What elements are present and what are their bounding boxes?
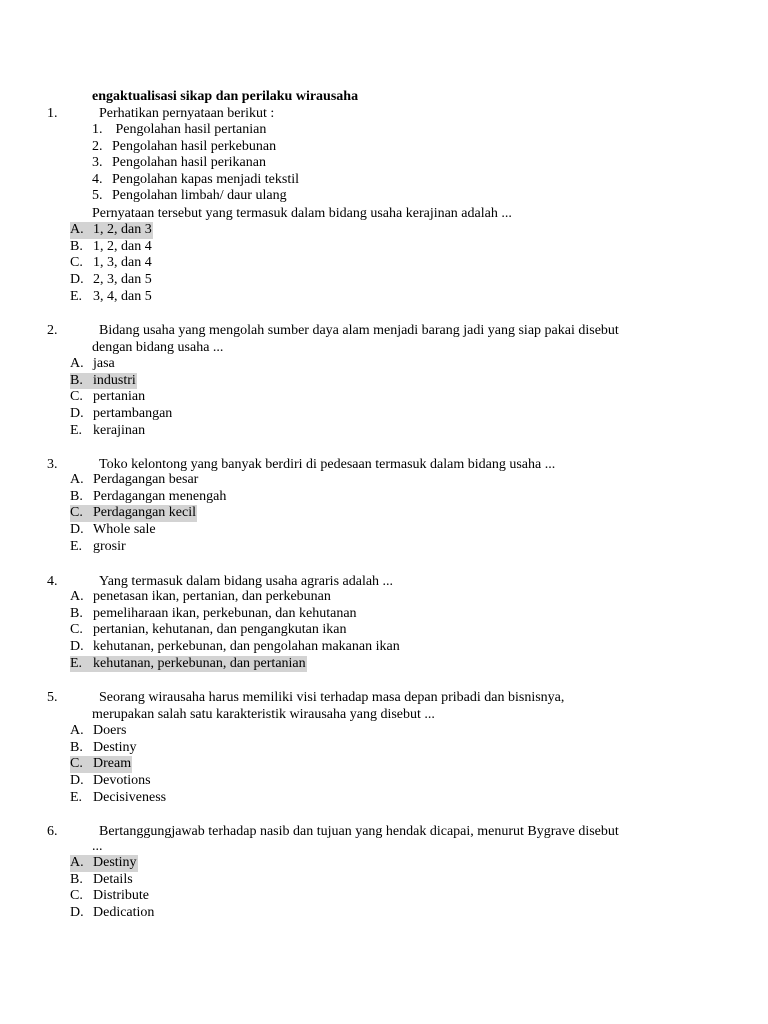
statement-item: [92, 122, 299, 139]
option-letter: D.: [70, 522, 84, 538]
question-text: [92, 105, 692, 122]
option-text: grosir: [93, 538, 126, 554]
statement-number: 2.: [92, 138, 103, 154]
option-list: [70, 222, 153, 305]
option-letter: C.: [70, 888, 83, 904]
option-letter: B.: [70, 605, 83, 621]
option-b[interactable]: [70, 239, 153, 256]
option-letter: A.: [70, 723, 84, 738]
statement-number: 4.: [92, 171, 103, 187]
question-number: 3.: [47, 457, 58, 472]
option-letter: E.: [70, 538, 83, 554]
option-c[interactable]: [70, 389, 173, 406]
option-e[interactable]: [70, 790, 167, 807]
option-text: kehutanan, perkebunan, dan pertanian: [93, 655, 306, 671]
option-text: Perdagangan menengah: [93, 488, 227, 504]
question-prompt: Pernyataan tersebut yang termasuk dalam bidang usaha kerajinan adalah ...: [92, 206, 512, 221]
option-letter: A.: [70, 356, 84, 371]
option-c[interactable]: [70, 888, 155, 905]
option-text: Whole sale: [93, 522, 156, 538]
option-letter: D.: [70, 272, 84, 288]
option-d[interactable]: [70, 406, 173, 423]
option-a[interactable]: [70, 723, 167, 740]
question-line: merupakan salah satu karakteristik wirausaha yang disebut ...: [92, 707, 435, 722]
option-a[interactable]: [70, 356, 173, 373]
statement-text: Pengolahan hasil pertanian: [112, 122, 267, 137]
question-line: dengan bidang usaha ...: [92, 340, 224, 355]
question-line: ...: [92, 839, 103, 854]
statement-text: Pengolahan hasil perikanan: [112, 155, 266, 171]
question-line: Toko kelontong yang banyak berdiri di pedesaan termasuk dalam bidang usaha ...: [99, 457, 556, 472]
option-text: Distribute: [93, 888, 149, 904]
option-text: Perdagangan kecil: [93, 505, 197, 521]
option-d[interactable]: [70, 773, 167, 790]
option-letter: A.: [70, 472, 84, 487]
option-letter: E.: [70, 422, 83, 438]
option-text: Decisiveness: [93, 789, 167, 805]
option-text: Perdagangan besar: [93, 472, 199, 487]
option-b[interactable]: [70, 373, 173, 390]
option-letter: C.: [70, 622, 83, 638]
option-list: [70, 855, 155, 922]
statement-text: Pengolahan kapas menjadi tekstil: [112, 171, 300, 187]
option-d[interactable]: [70, 522, 227, 539]
option-c[interactable]: [70, 756, 167, 773]
statement-item: [92, 155, 299, 172]
option-list: [70, 723, 167, 806]
statement-item: [92, 139, 299, 156]
option-text: Doers: [93, 723, 127, 738]
option-text: 1, 2, dan 3: [93, 222, 152, 237]
option-a[interactable]: [70, 855, 155, 872]
option-letter: D.: [70, 773, 84, 789]
option-c[interactable]: [70, 622, 401, 639]
option-text: Dream: [93, 756, 132, 772]
question-text: [92, 322, 692, 356]
option-letter: B.: [70, 871, 83, 887]
option-text: pertanian: [93, 389, 146, 405]
option-letter: E.: [70, 656, 92, 673]
option-text: Dedication: [93, 905, 155, 921]
question-number: 5.: [47, 690, 58, 705]
question-line: Bidang usaha yang mengolah sumber daya alam menjadi barang jadi yang siap pakai disebut: [99, 323, 619, 338]
option-b[interactable]: [70, 740, 167, 757]
option-text: 2, 3, dan 5: [93, 272, 152, 288]
option-letter: B.: [70, 488, 83, 504]
question-text: [92, 573, 692, 590]
option-letter: C.: [70, 756, 92, 773]
option-d[interactable]: [70, 905, 155, 922]
option-list: [70, 356, 173, 439]
statement-number: 3.: [92, 155, 103, 171]
option-letter: D.: [70, 406, 84, 422]
option-c[interactable]: [70, 255, 153, 272]
statement-item: [92, 172, 299, 189]
option-letter: C.: [70, 505, 92, 522]
option-b[interactable]: [70, 606, 401, 623]
option-text: kehutanan, perkebunan, dan pengolahan makanan ikan: [93, 639, 400, 655]
option-text: 3, 4, dan 5: [93, 288, 152, 304]
option-letter: A.: [70, 589, 84, 604]
option-text: pertambangan: [93, 406, 173, 422]
option-text: 1, 3, dan 4: [93, 255, 152, 271]
option-d[interactable]: [70, 272, 153, 289]
option-text: pemeliharaan ikan, perkebunan, dan kehutanan: [93, 605, 357, 621]
option-a[interactable]: [70, 589, 401, 606]
question-line: Bertanggungjawab terhadap nasib dan tujuan yang hendak dicapai, menurut Bygrave disebut: [99, 824, 619, 839]
option-d[interactable]: [70, 639, 401, 656]
statement-text: Pengolahan hasil perkebunan: [112, 138, 277, 154]
option-text: industri: [93, 372, 136, 388]
option-b[interactable]: [70, 872, 155, 889]
option-letter: B.: [70, 739, 83, 755]
document-title: engaktualisasi sikap dan perilaku wirausaha: [92, 89, 359, 104]
option-letter: B.: [70, 373, 92, 390]
option-letter: A.: [70, 222, 92, 239]
option-e[interactable]: [70, 289, 153, 306]
question-number: 2.: [47, 323, 58, 338]
question-number: 1.: [47, 106, 58, 121]
option-text: Destiny: [93, 855, 137, 870]
option-letter: E.: [70, 288, 83, 304]
option-a[interactable]: [70, 222, 153, 239]
statement-item: [92, 188, 299, 205]
option-list: [70, 589, 401, 672]
option-letter: B.: [70, 238, 83, 254]
option-letter: A.: [70, 855, 92, 872]
option-c[interactable]: [70, 505, 227, 522]
statement-text: Pengolahan limbah/ daur ulang: [112, 188, 287, 204]
option-text: pertanian, kehutanan, dan pengangkutan ikan: [93, 622, 347, 638]
option-text: jasa: [93, 356, 115, 371]
option-text: kerajinan: [93, 422, 146, 438]
option-text: Devotions: [93, 773, 151, 789]
question-text: [92, 823, 692, 854]
statement-number: 5.: [92, 188, 103, 204]
question-number: 6.: [47, 824, 58, 839]
option-letter: D.: [70, 905, 84, 921]
option-letter: C.: [70, 255, 83, 271]
question-line: Seorang wirausaha harus memiliki visi terhadap masa depan pribadi dan bisnisnya,: [99, 690, 565, 705]
statement-list: [92, 122, 299, 205]
question-line: Yang termasuk dalam bidang usaha agraris adalah ...: [99, 574, 394, 589]
option-text: Destiny: [93, 739, 137, 755]
option-text: penetasan ikan, pertanian, dan perkebunan: [93, 589, 331, 604]
question-number: 4.: [47, 574, 58, 589]
option-e[interactable]: [70, 423, 173, 440]
option-letter: D.: [70, 639, 84, 655]
question-line: Perhatikan pernyataan berikut :: [99, 106, 275, 121]
option-letter: E.: [70, 789, 83, 805]
option-text: Details: [93, 871, 133, 887]
question-text: [92, 456, 692, 473]
option-list: [70, 472, 227, 555]
option-e[interactable]: [70, 656, 401, 673]
option-letter: C.: [70, 389, 83, 405]
statement-number: 1.: [92, 122, 103, 137]
option-b[interactable]: [70, 489, 227, 506]
option-text: 1, 2, dan 4: [93, 238, 152, 254]
option-e[interactable]: [70, 539, 227, 556]
option-a[interactable]: [70, 472, 227, 489]
question-text: [92, 689, 692, 723]
